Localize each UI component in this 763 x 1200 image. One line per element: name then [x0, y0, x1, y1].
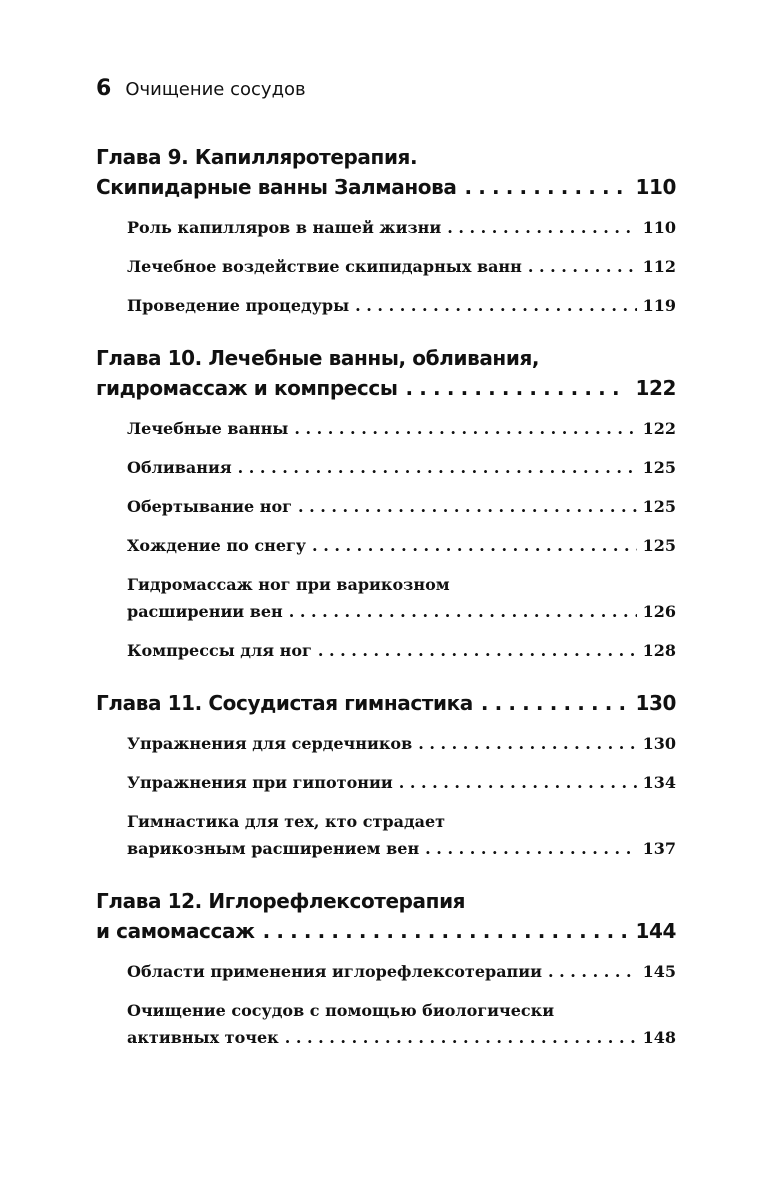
toc-chapter — [96, 688, 676, 862]
chapter-title-line: и самомассаж — [96, 919, 255, 943]
entry-line — [127, 292, 676, 319]
chapter-title[interactable] — [96, 886, 676, 946]
entry-title: Упражнения при гипотонии — [127, 773, 393, 792]
dot-leader — [312, 532, 637, 559]
entry-title: Лечебные ванны — [127, 419, 289, 438]
entry-line — [127, 253, 676, 280]
dot-leader — [298, 493, 637, 520]
dot-leader — [447, 214, 636, 241]
dot-leader — [481, 688, 628, 718]
dot-leader — [418, 730, 636, 757]
dot-leader — [548, 958, 637, 985]
chapter-title[interactable] — [96, 142, 676, 202]
chapter-page-number: 110 — [635, 175, 676, 199]
toc-entry[interactable] — [127, 292, 676, 319]
entry-title: Обертывание ног — [127, 497, 292, 516]
chapter-page-number: 144 — [635, 919, 676, 943]
entry-line — [127, 454, 676, 481]
chapter-title-line: Скипидарные ванны Залманова — [96, 175, 457, 199]
chapter-title-line: Глава 12. Иглорефлексотерапия — [96, 889, 466, 913]
dot-leader — [355, 292, 636, 319]
toc-entry[interactable] — [127, 637, 676, 664]
entry-line — [127, 958, 676, 985]
dot-leader — [285, 1024, 637, 1051]
dot-leader — [263, 916, 628, 946]
entry-page-number: 112 — [642, 257, 676, 276]
entry-title: Хождение по снегу — [127, 536, 307, 555]
entry-line — [127, 415, 676, 442]
entry-title: Гидромассаж ног при варикозном — [127, 575, 450, 594]
entry-line — [127, 637, 676, 664]
toc-entry[interactable] — [127, 532, 676, 559]
entry-line — [127, 598, 676, 625]
entry-line — [127, 214, 676, 241]
running-head — [96, 76, 306, 106]
entry-line — [127, 1024, 676, 1051]
entry-page-number: 148 — [642, 1028, 676, 1047]
entry-title: Упражнения для сердечников — [127, 734, 413, 753]
toc-entry[interactable] — [127, 958, 676, 985]
dot-leader — [425, 835, 636, 862]
toc-entry[interactable] — [127, 997, 676, 1051]
toc-chapter — [96, 886, 676, 1051]
toc-entry[interactable] — [127, 730, 676, 757]
entry-page-number: 130 — [642, 734, 676, 753]
entry-title: Лечебное воздействие скипидарных ванн — [127, 257, 522, 276]
chapter-entries — [96, 214, 676, 319]
chapter-page-number: 130 — [635, 691, 676, 715]
entry-line — [127, 769, 676, 796]
entry-page-number: 126 — [642, 602, 676, 621]
entry-line — [127, 493, 676, 520]
chapter-title-last-line — [96, 373, 676, 403]
dot-leader — [289, 598, 637, 625]
chapter-title[interactable] — [96, 688, 676, 718]
entry-page-number: 119 — [642, 296, 676, 315]
toc-chapter — [96, 142, 676, 319]
dot-leader — [238, 454, 637, 481]
dot-leader — [294, 415, 636, 442]
entry-title: активных точек — [127, 1028, 279, 1047]
entry-page-number: 110 — [642, 218, 676, 237]
dot-leader — [528, 253, 637, 280]
entry-title: расширении вен — [127, 602, 283, 621]
chapter-entries — [96, 415, 676, 664]
entry-line — [127, 532, 676, 559]
chapter-page-number: 122 — [635, 376, 676, 400]
entry-page-number: 125 — [642, 536, 676, 555]
running-title: Очищение сосудов — [125, 79, 306, 100]
entry-title: Роль капилляров в нашей жизни — [127, 218, 442, 237]
table-of-contents — [96, 142, 676, 1075]
entry-page-number: 137 — [642, 839, 676, 858]
toc-entry[interactable] — [127, 214, 676, 241]
chapter-title-line: Глава 10. Лечебные ванны, обливания, — [96, 346, 540, 370]
toc-entry[interactable] — [127, 493, 676, 520]
chapter-entries — [96, 730, 676, 862]
chapter-title-line: Глава 11. Сосудистая гимнастика — [96, 691, 473, 715]
dot-leader — [406, 373, 628, 403]
toc-entry[interactable] — [127, 571, 676, 625]
entry-page-number: 125 — [642, 497, 676, 516]
toc-entry[interactable] — [127, 454, 676, 481]
entry-line — [127, 730, 676, 757]
entry-title: Проведение процедуры — [127, 296, 350, 315]
entry-page-number: 125 — [642, 458, 676, 477]
dot-leader — [318, 637, 637, 664]
toc-entry[interactable] — [127, 415, 676, 442]
entry-title: Области применения иглорефлексотерапии — [127, 962, 542, 981]
page-number: 6 — [96, 76, 112, 101]
chapter-title-line: гидромассаж и компрессы — [96, 376, 398, 400]
chapter-title-last-line — [96, 172, 676, 202]
entry-title: варикозным расширением вен — [127, 839, 420, 858]
chapter-title-line: Глава 9. Капилляротерапия. — [96, 145, 418, 169]
entry-title: Очищение сосудов с помощью биологически — [127, 1001, 555, 1020]
entry-title: Компрессы для ног — [127, 641, 312, 660]
dot-leader — [399, 769, 637, 796]
toc-entry[interactable] — [127, 253, 676, 280]
entry-page-number: 122 — [642, 419, 676, 438]
toc-entry[interactable] — [127, 808, 676, 862]
chapter-title-last-line — [96, 688, 676, 718]
entry-line — [127, 835, 676, 862]
toc-chapter — [96, 343, 676, 664]
chapter-entries — [96, 958, 676, 1051]
entry-page-number: 145 — [642, 962, 676, 981]
chapter-title[interactable] — [96, 343, 676, 403]
entry-title: Обливания — [127, 458, 232, 477]
entry-page-number: 134 — [642, 773, 676, 792]
dot-leader — [464, 172, 627, 202]
chapter-title-last-line — [96, 916, 676, 946]
entry-title: Гимнастика для тех, кто страдает — [127, 812, 446, 831]
toc-entry[interactable] — [127, 769, 676, 796]
entry-page-number: 128 — [642, 641, 676, 660]
